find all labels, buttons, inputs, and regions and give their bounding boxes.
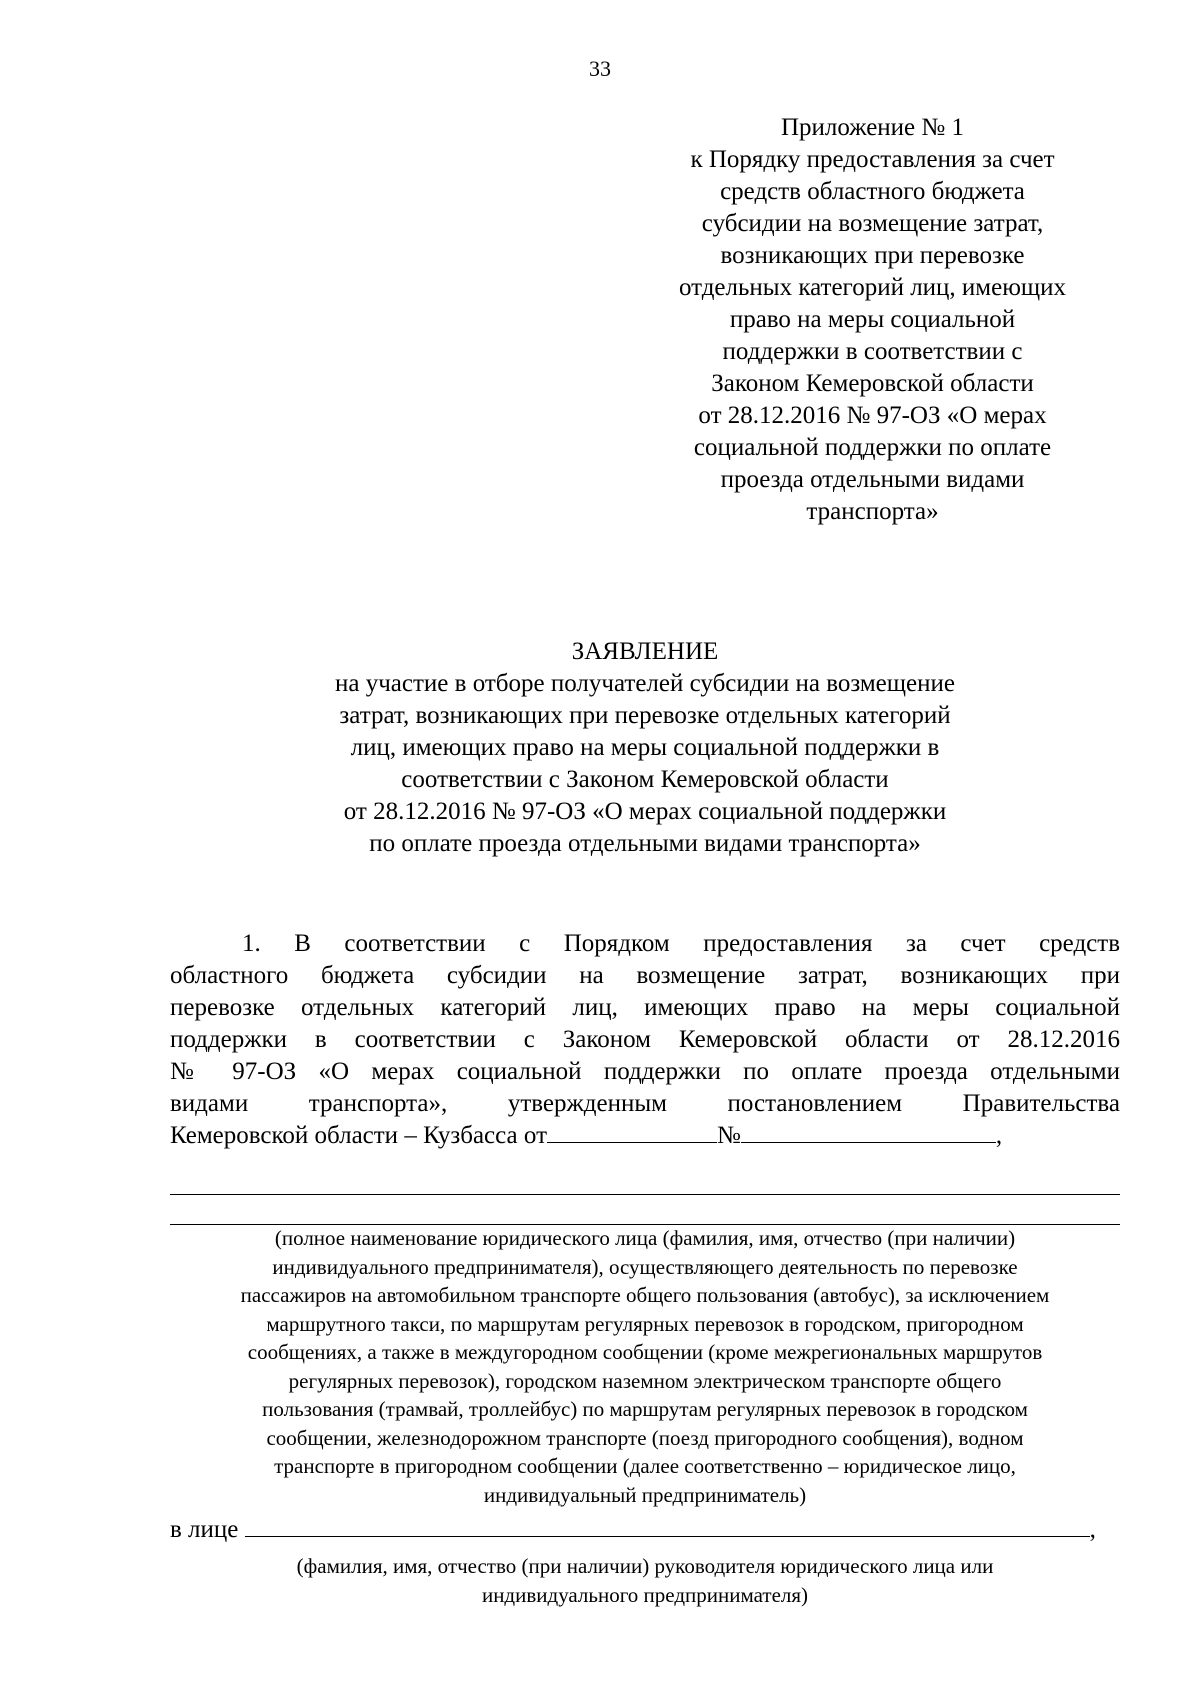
caption-line: (фамилия, имя, отчество (при наличии) руководителя юридического лица или (296, 1554, 994, 1578)
body-paragraph (170, 928, 1120, 1152)
body-last-line (170, 1120, 1120, 1152)
appendix-line: поддержки в соответствии с (722, 338, 1023, 365)
representative-caption (170, 1552, 1120, 1609)
appendix-line: право на меры социальной (729, 306, 1016, 333)
number-sign: № (717, 1122, 741, 1149)
organization-name-line-1[interactable] (170, 1194, 1120, 1195)
caption-line: индивидуального предпринимателя), осуществляющего деятельность по перевозке (272, 1254, 1018, 1279)
caption-line: транспорте в пригородном сообщении (далее соответственно – юридическое лицо, (274, 1454, 1016, 1478)
title-line: по оплате проезда отдельными видами транспорта» (369, 830, 921, 857)
title-heading: ЗАЯВЛЕНИЕ (571, 638, 719, 665)
representative-line (170, 1514, 1120, 1546)
representative-label: в лице (170, 1516, 239, 1543)
appendix-line: субсидии на возмещение затрат, (701, 210, 1044, 237)
body-comma: , (995, 1122, 1003, 1149)
body-line: поддержки в соответствии с Законом Кемеровской области от 28.12.2016 (170, 1026, 1120, 1053)
caption-line: регулярных перевозок), городском наземном электрическом транспорте общего (288, 1368, 1002, 1393)
page-number: 33 (589, 56, 611, 81)
title-line: лиц, имеющих право на меры социальной поддержки в (350, 734, 940, 761)
body-line: областного бюджета субсидии на возмещение затрат, возникающих при (170, 962, 1120, 989)
date-blank-field[interactable] (547, 1120, 717, 1143)
title-line: соответствии с Законом Кемеровской области (401, 766, 889, 793)
representative-comma: , (1089, 1516, 1096, 1543)
body-line: 1. В соответствии с Порядком предоставления за счет средств (242, 930, 1120, 957)
number-blank-field[interactable] (741, 1120, 996, 1143)
caption-line: сообщениях, а также в междугородном сообщении (кроме межрегиональных маршрутов (247, 1340, 1043, 1364)
appendix-header (670, 112, 1075, 528)
caption-line: пассажиров на автомобильном транспорте общего пользования (автобус), за исключением (240, 1283, 1050, 1307)
appendix-line: от 28.12.2016 № 97-ОЗ «О мерах (698, 402, 1047, 429)
appendix-line: Приложение № 1 (780, 114, 965, 141)
appendix-line: средств областного бюджета (720, 178, 1025, 205)
representative-blank-field[interactable] (245, 1514, 1090, 1537)
document-title (170, 636, 1120, 860)
caption-line: пользования (трамвай, троллейбус) по маршрутам регулярных перевозок в городском (262, 1397, 1028, 1421)
caption-line: (полное наименование юридического лица (фамилия, имя, отчество (при наличии) (274, 1226, 1016, 1250)
title-line: от 28.12.2016 № 97-ОЗ «О мерах социальной поддержки (343, 798, 947, 825)
caption-line: индивидуального предпринимателя) (481, 1582, 809, 1607)
body-line: перевозке отдельных категорий лиц, имеющих право на меры социальной (170, 994, 1120, 1021)
title-line: на участие в отборе получателей субсидии на возмещение (335, 670, 955, 697)
appendix-line: транспорта» (806, 498, 939, 525)
appendix-line: отдельных категорий лиц, имеющих (678, 274, 1067, 301)
appendix-line: к Порядку предоставления за счет (690, 146, 1055, 173)
appendix-line: социальной поддержки по оплате (693, 434, 1052, 461)
organization-caption (170, 1224, 1120, 1509)
body-line: видами транспорта», утвержденным постановлением Правительства (170, 1090, 1120, 1117)
title-line: затрат, возникающих при перевозке отдельных категорий (339, 702, 951, 729)
caption-line: сообщении, железнодорожном транспорте (поезд пригородного сообщения), водном (266, 1425, 1024, 1450)
caption-line: индивидуальный предприниматель) (483, 1482, 807, 1507)
appendix-line: возникающих при перевозке (720, 242, 1025, 269)
appendix-line: Законом Кемеровской области (711, 370, 1034, 397)
body-last-line-prefix: Кемеровской области – Кузбасса от (170, 1122, 547, 1149)
body-line: № 97-ОЗ «О мерах социальной поддержки по оплате проезда отдельными (170, 1058, 1120, 1085)
appendix-line: проезда отдельными видами (720, 466, 1025, 493)
caption-line: маршрутного такси, по маршрутам регулярных перевозок в городском, пригородном (266, 1311, 1024, 1336)
